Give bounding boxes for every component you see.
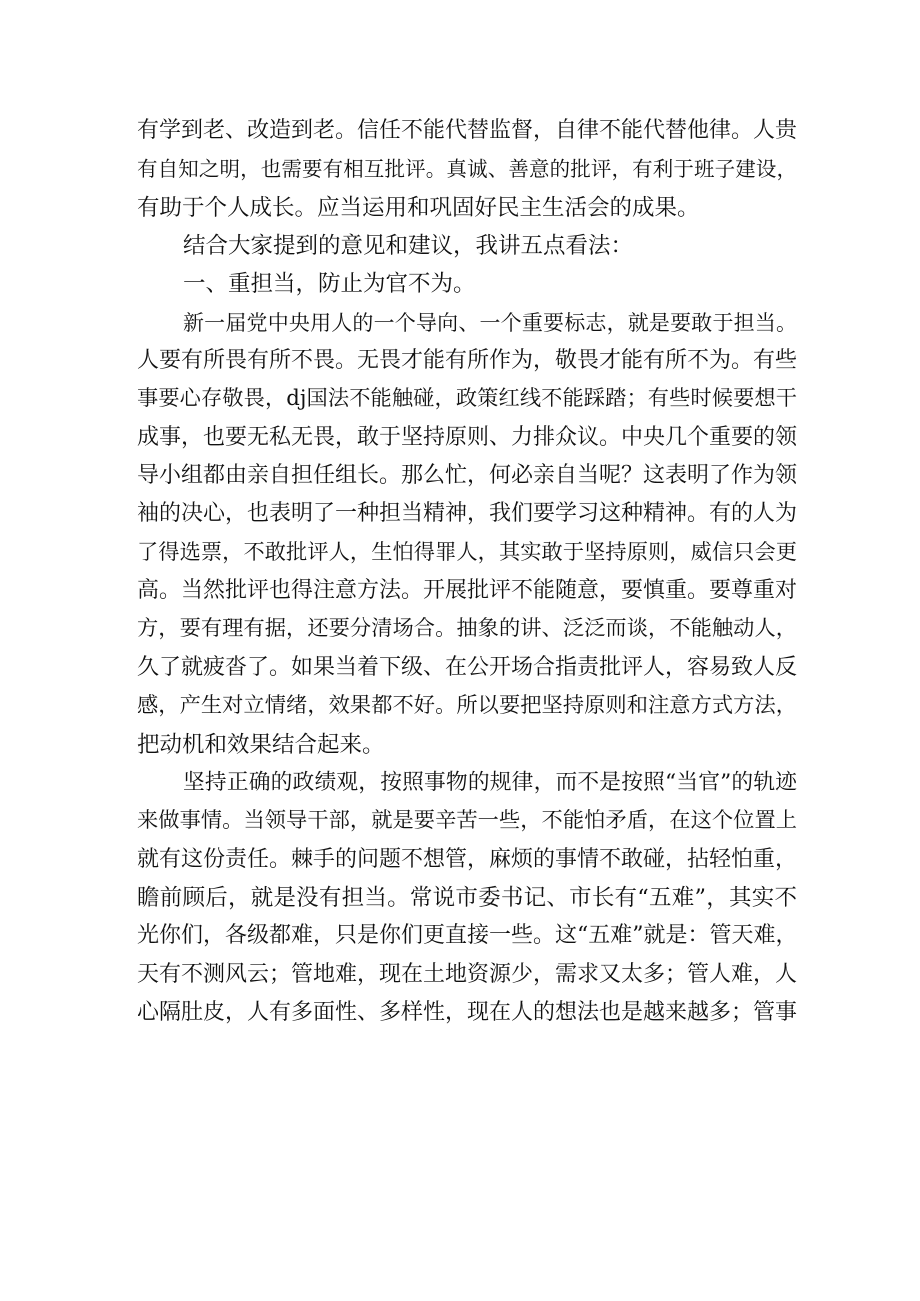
text-line: 把动机和效果结合起来。: [137, 731, 385, 758]
text-line: 高。当然批评也得注意方法。开展批评不能随意，要慎重。要尊重对: [137, 578, 797, 604]
text-line: 结合大家提到的意见和建议，我讲五点看法：: [183, 233, 634, 260]
text-line: 有助于个人成长。应当运用和巩固好民主生活会的成果。: [137, 194, 700, 221]
text-line: 心隔肚皮，人有多面性、多样性，现在人的想法也是越来越多；管事: [137, 999, 797, 1025]
text-line: 瞻前顾后，就是没有担当。常说市委书记、市长有“五难”，其实不: [137, 884, 797, 911]
text-line: 方，要有理有据，还要分清场合。抽象的讲、泛泛而谈，不能触动人，: [137, 616, 797, 642]
text-line: 导小组都由亲自担任组长。那么忙，何必亲自当呢？这表明了作为领: [137, 463, 797, 489]
text-line: 有学到老、改造到老。信任不能代替监督，自律不能代替他律。人贵: [137, 118, 797, 143]
text-line: 天有不测风云；管地难，现在土地资源少，需求又太多；管人难，人: [137, 961, 797, 987]
body-text: [137, 112, 797, 1032]
text-line: 感，产生对立情绪，效果都不好。所以要把坚持原则和注意方式方法，: [137, 693, 797, 719]
text-line: 了得选票，不敢批评人，生怕得罪人，其实敢于坚持原则，威信只会更: [137, 539, 797, 565]
text-line: 久了就疲沓了。如果当着下级、在公开场合指责批评人，容易致人反: [137, 654, 797, 680]
text-line: 来做事情。当领导干部，就是要辛苦一些，不能怕矛盾，在这个位置上: [137, 808, 797, 834]
text-line: 一、重担当，防止为官不为。: [183, 271, 476, 298]
text-line: 袖的决心，也表明了一种担当精神，我们要学习这种精神。有的人为: [137, 501, 797, 527]
text-line: 就有这份责任。棘手的问题不想管，麻烦的事情不敢碰，拈轻怕重，: [137, 846, 797, 872]
text-line: 成事，也要无私无畏，敢于坚持原则、力排众议。中央几个重要的领: [137, 424, 797, 450]
text-line: 坚持正确的政绩观，按照事物的规律，而不是按照“当官”的轨迹: [183, 769, 797, 795]
text-line: 有自知之明，也需要有相互批评。真诚、善意的批评，有利于班子建设，: [137, 157, 797, 182]
text-line: 事要心存敬畏，dj国法不能触碰，政策红线不能踩踏；有些时候要想干: [137, 386, 797, 412]
text-line: 光你们，各级都难，只是你们更直接一些。这“五难”就是：管天难，: [137, 923, 797, 949]
text-line: 新一届党中央用人的一个导向、一个重要标志，就是要敢于担当。: [183, 310, 797, 335]
text-line: 人要有所畏有所不畏。无畏才能有所作为，敬畏才能有所不为。有些: [137, 348, 797, 374]
